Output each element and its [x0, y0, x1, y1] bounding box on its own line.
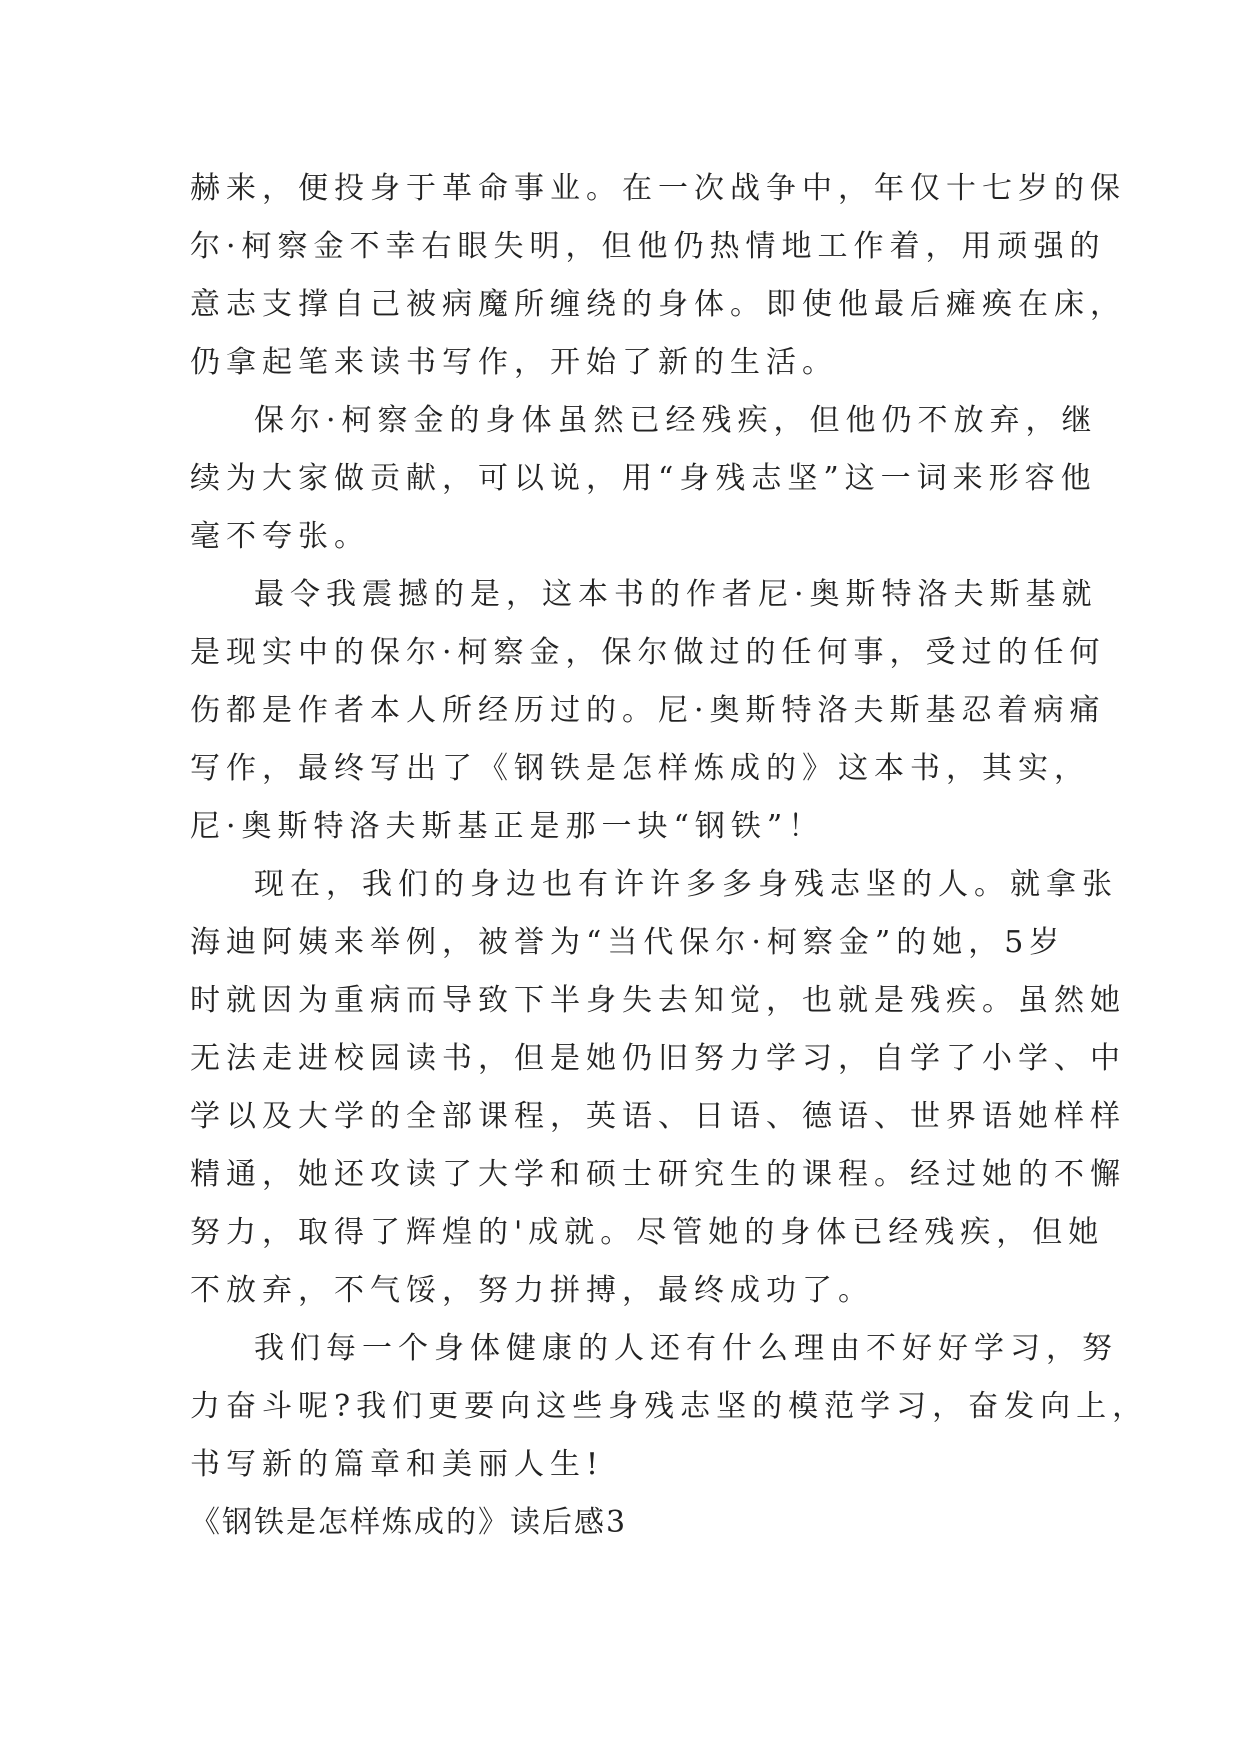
- text-line: 保尔·柯察金的身体虽然已经残疾，但他仍不放弃，继: [254, 403, 1098, 438]
- text-line: 是现实中的保尔·柯察金，保尔做过的任何事，受过的任何: [190, 635, 1106, 670]
- text-line: 尼·奥斯特洛夫斯基正是那一块“钢铁”！: [190, 809, 825, 844]
- text-line: 我们每一个身体健康的人还有什么理由不好好学习，努: [254, 1331, 1118, 1366]
- paragraph-3: [190, 566, 1106, 856]
- text-line: 现在，我们的身边也有许许多多身残志坚的人。就拿张: [254, 867, 1118, 902]
- text-line: 学以及大学的全部课程，英语、日语、德语、世界语她样样: [190, 1099, 1126, 1134]
- text-line: 赫来，便投身于革命事业。在一次战争中，年仅十七岁的保: [190, 171, 1126, 206]
- text-line: 伤都是作者本人所经历过的。尼·奥斯特洛夫斯基忍着病痛: [190, 693, 1106, 728]
- document-body: [190, 160, 1149, 1552]
- paragraph-2: [190, 392, 1098, 566]
- text-line: 努力，取得了辉煌的'成就。尽管她的身体已经残疾，但她: [190, 1215, 1105, 1250]
- text-line: 书写新的篇章和美丽人生!: [190, 1447, 605, 1482]
- text-line: 尔·柯察金不幸右眼失明，但他仍热情地工作着，用顽强的: [190, 229, 1106, 264]
- text-line: 仍拿起笔来读书写作，开始了新的生活。: [190, 345, 838, 380]
- section-heading: 《钢铁是怎样炼成的》读后感3: [190, 1505, 628, 1540]
- text-line: 无法走进校园读书，但是她仍旧努力学习，自学了小学、中: [190, 1041, 1126, 1076]
- text-line: 不放弃，不气馁，努力拼搏，最终成功了。: [190, 1273, 874, 1308]
- text-line: 写作，最终写出了《钢铁是怎样炼成的》这本书，其实，: [190, 751, 1090, 786]
- paragraph-4: [190, 856, 1126, 1320]
- text-line: 时就因为重病而导致下半身失去知觉，也就是残疾。虽然她: [190, 983, 1126, 1018]
- text-line: 最令我震撼的是，这本书的作者尼·奥斯特洛夫斯基就: [254, 577, 1098, 612]
- text-line: 毫不夸张。: [190, 519, 370, 554]
- paragraph-1: [190, 160, 1126, 392]
- paragraph-5: [190, 1320, 1149, 1494]
- text-line: 力奋斗呢?我们更要向这些身残志坚的模范学习，奋发向上，: [190, 1389, 1149, 1424]
- text-line: 精通，她还攻读了大学和硕士研究生的课程。经过她的不懈: [190, 1157, 1126, 1192]
- text-line: 续为大家做贡献，可以说，用“身残志坚”这一词来形容他: [190, 461, 1097, 496]
- text-line: 意志支撑自己被病魔所缠绕的身体。即使他最后瘫痪在床，: [190, 287, 1126, 322]
- text-line: 海迪阿姨来举例，被誉为“当代保尔·柯察金”的她，5岁: [190, 925, 1066, 960]
